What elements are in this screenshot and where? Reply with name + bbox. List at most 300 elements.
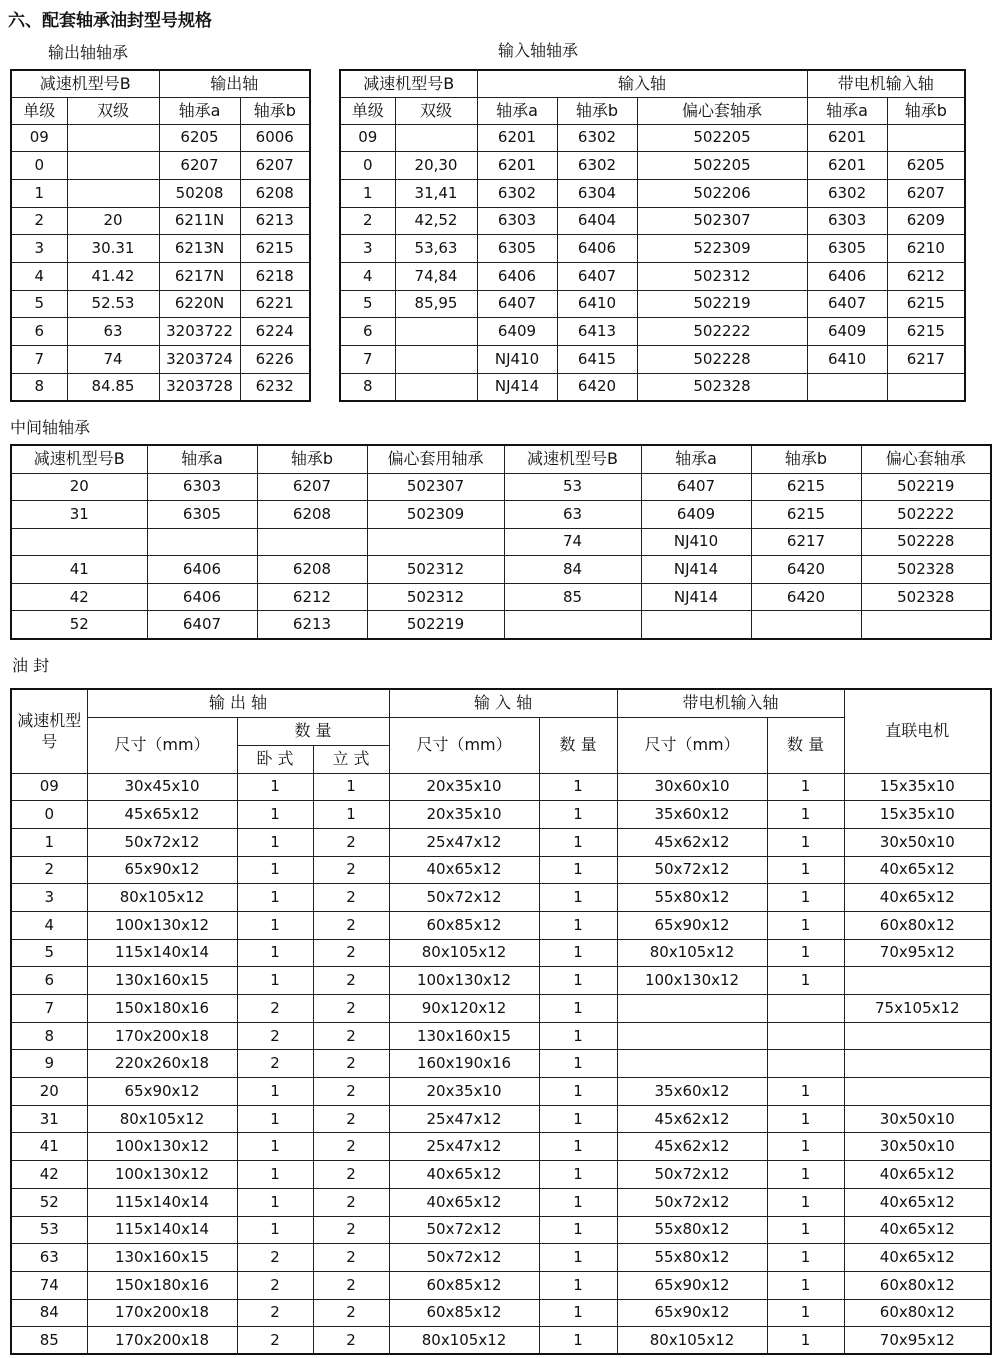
table-row [11, 207, 310, 235]
table-cell: 1 [539, 1216, 617, 1244]
table-cell: 502228 [637, 346, 807, 374]
table-cell: 65x90x12 [617, 911, 767, 939]
table-cell: 2 [313, 939, 389, 967]
table-cell: 3203728 [159, 373, 240, 401]
table-cell: 3203724 [159, 346, 240, 374]
table-cell: 25x47x12 [389, 1105, 539, 1133]
table-cell: 3 [11, 884, 87, 912]
table-cell: 1 [767, 911, 844, 939]
table-cell: 1 [237, 1188, 313, 1216]
table-row [11, 501, 991, 529]
table-cell: 1 [539, 1161, 617, 1189]
header-cell: 轴承a [641, 445, 751, 473]
table-cell: 6 [11, 318, 67, 346]
table-cell: 2 [237, 995, 313, 1023]
table-cell: 2 [313, 1105, 389, 1133]
table-cell [504, 611, 641, 639]
table-cell: 1 [539, 1105, 617, 1133]
oil-seal-caption: 油 封 [12, 656, 50, 675]
table-row [11, 995, 991, 1023]
table-cell: 8 [340, 373, 395, 401]
table-cell: 1 [539, 801, 617, 829]
table-cell: 42 [11, 583, 147, 611]
header-motor-input-shaft: 带电机输入轴 [807, 70, 965, 97]
table-cell: 6212 [887, 262, 965, 290]
table-cell: 6406 [147, 583, 257, 611]
table-cell: NJ410 [641, 528, 751, 556]
table-cell: 40x65x12 [844, 1244, 991, 1272]
table-cell: 41 [11, 556, 147, 584]
table-row [11, 1078, 991, 1106]
table-row [340, 290, 965, 318]
table-cell: 130x160x15 [87, 967, 237, 995]
table-cell: 60x85x12 [389, 1299, 539, 1327]
table-cell: 502312 [637, 262, 807, 290]
table-cell: 1 [11, 179, 67, 207]
middle-bearing-table [10, 444, 992, 640]
output-bearing-table [10, 69, 311, 402]
table-cell: 220x260x18 [87, 1050, 237, 1078]
table-cell: 6207 [159, 152, 240, 180]
table-cell: 115x140x14 [87, 1188, 237, 1216]
table-cell: 1 [767, 967, 844, 995]
table-cell: 1 [767, 1216, 844, 1244]
table-cell: 150x180x16 [87, 995, 237, 1023]
table-cell: 80x105x12 [389, 1327, 539, 1355]
table-cell: 6407 [477, 290, 557, 318]
table-cell: NJ414 [477, 373, 557, 401]
table-cell: 6409 [807, 318, 887, 346]
table-cell: 1 [237, 911, 313, 939]
table-cell: 1 [237, 1216, 313, 1244]
header-double: 双级 [395, 97, 477, 124]
table-cell: 41 [11, 1133, 87, 1161]
table-cell: 35x60x12 [617, 801, 767, 829]
header-motor-input-shaft: 带电机输入轴 [617, 689, 844, 717]
table-cell: 6208 [257, 556, 367, 584]
table-cell [767, 1022, 844, 1050]
table-row [11, 1299, 991, 1327]
table-cell: 0 [11, 152, 67, 180]
table-cell: 74 [11, 1271, 87, 1299]
table-cell: 63 [504, 501, 641, 529]
table-cell: NJ414 [641, 556, 751, 584]
table-cell: 2 [313, 1022, 389, 1050]
table-cell: 09 [11, 773, 87, 801]
table-cell: 6303 [147, 473, 257, 501]
page-title: 六、配套轴承油封型号规格 [8, 11, 212, 31]
table-cell: 1 [539, 967, 617, 995]
header-cell: 轴承b [257, 445, 367, 473]
table-row [340, 124, 965, 152]
table-cell: 522309 [637, 235, 807, 263]
table-cell: 502312 [367, 583, 504, 611]
table-cell: 1 [539, 1050, 617, 1078]
table-row [340, 318, 965, 346]
table-cell: 65x90x12 [617, 1299, 767, 1327]
table-row [11, 1216, 991, 1244]
table-cell: 6217N [159, 262, 240, 290]
table-cell [887, 124, 965, 152]
table-cell: 1 [237, 1078, 313, 1106]
table-cell: 42,52 [395, 207, 477, 235]
output-bearing-caption: 输出轴轴承 [48, 43, 129, 62]
table-row [340, 235, 965, 263]
header-input-shaft: 输 入 轴 [389, 689, 617, 717]
table-cell: 6207 [887, 179, 965, 207]
table-cell: 1 [237, 801, 313, 829]
table-cell: 502205 [637, 152, 807, 180]
table-cell: 09 [340, 124, 395, 152]
table-cell: 6209 [887, 207, 965, 235]
table-cell: 1 [539, 939, 617, 967]
table-row [11, 290, 310, 318]
table-cell: 52.53 [67, 290, 159, 318]
header-cell: 轴承b [751, 445, 861, 473]
table-cell: 1 [767, 939, 844, 967]
table-cell: 6413 [557, 318, 637, 346]
table-cell: 1 [539, 1244, 617, 1272]
table-cell: 1 [11, 828, 87, 856]
table-cell [887, 373, 965, 401]
table-cell: 31 [11, 1105, 87, 1133]
table-cell: 50x72x12 [617, 1161, 767, 1189]
middle-bearing-caption: 中间轴轴承 [10, 418, 91, 437]
table-cell: 6217 [887, 346, 965, 374]
table-row [11, 828, 991, 856]
table-row [11, 1188, 991, 1216]
table-cell: 40x65x12 [389, 856, 539, 884]
table-cell: 74,84 [395, 262, 477, 290]
table-cell: 6420 [557, 373, 637, 401]
header-motor-bearing-a: 轴承a [807, 97, 887, 124]
table-cell: 7 [11, 995, 87, 1023]
table-cell [395, 346, 477, 374]
table-cell: 1 [767, 801, 844, 829]
table-row [340, 179, 965, 207]
table-cell: 6407 [641, 473, 751, 501]
table-cell: 80x105x12 [617, 939, 767, 967]
table-cell: 60x85x12 [389, 911, 539, 939]
table-cell: 63 [67, 318, 159, 346]
table-cell: 40x65x12 [844, 856, 991, 884]
table-cell: 2 [313, 1161, 389, 1189]
table-cell [395, 318, 477, 346]
table-cell: 70x95x12 [844, 1327, 991, 1355]
table-row [11, 152, 310, 180]
table-cell [641, 611, 751, 639]
table-cell: 502205 [637, 124, 807, 152]
table-cell [67, 124, 159, 152]
table-cell: 70x95x12 [844, 939, 991, 967]
table-cell: 42 [11, 1161, 87, 1189]
table-cell: 6302 [477, 179, 557, 207]
table-cell: 1 [767, 828, 844, 856]
table-cell: 31,41 [395, 179, 477, 207]
table-cell: 502328 [861, 583, 991, 611]
table-cell: 1 [767, 1327, 844, 1355]
table-cell: 6215 [751, 501, 861, 529]
table-cell: 6215 [751, 473, 861, 501]
table-cell: 1 [237, 828, 313, 856]
table-cell: 52 [11, 611, 147, 639]
header-single: 单级 [11, 97, 67, 124]
table-cell: 6212 [257, 583, 367, 611]
table-cell: 502328 [861, 556, 991, 584]
table-cell: 2 [313, 1299, 389, 1327]
table-row [11, 556, 991, 584]
header-cell: 偏心套轴承 [861, 445, 991, 473]
header-bearing-a: 轴承a [477, 97, 557, 124]
table-cell [861, 611, 991, 639]
table-cell: 502328 [637, 373, 807, 401]
table-cell: 74 [504, 528, 641, 556]
table-cell: 6207 [240, 152, 310, 180]
table-cell: 65x90x12 [87, 1078, 237, 1106]
table-cell [767, 1050, 844, 1078]
table-cell: 75x105x12 [844, 995, 991, 1023]
table-cell: 6406 [807, 262, 887, 290]
table-cell [11, 528, 147, 556]
table-cell: 6215 [240, 235, 310, 263]
table-cell: 6305 [807, 235, 887, 263]
table-cell: 6303 [807, 207, 887, 235]
header-output-size: 尺寸（mm） [87, 717, 237, 773]
header-vertical: 立 式 [313, 745, 389, 773]
table-row [11, 939, 991, 967]
table-cell: 100x130x12 [87, 1161, 237, 1189]
table-cell: 1 [237, 967, 313, 995]
table-cell: 4 [11, 911, 87, 939]
table-cell: 1 [539, 1133, 617, 1161]
table-cell: 1 [313, 773, 389, 801]
table-cell: 2 [340, 207, 395, 235]
table-cell: 1 [767, 1299, 844, 1327]
table-cell: 20x35x10 [389, 801, 539, 829]
table-cell: 63 [11, 1244, 87, 1272]
table-cell: 2 [237, 1271, 313, 1299]
table-cell: 2 [313, 884, 389, 912]
table-cell: 115x140x14 [87, 1216, 237, 1244]
table-cell: 15x35x10 [844, 801, 991, 829]
table-cell: 6211N [159, 207, 240, 235]
table-cell: 5 [11, 939, 87, 967]
table-cell: 1 [313, 801, 389, 829]
table-cell [767, 995, 844, 1023]
table-cell: 30x50x10 [844, 828, 991, 856]
table-cell: 1 [539, 1299, 617, 1327]
table-cell: 6407 [557, 262, 637, 290]
table-cell: 80x105x12 [617, 1327, 767, 1355]
table-cell: 84.85 [67, 373, 159, 401]
table-cell: 1 [539, 1271, 617, 1299]
table-cell: 55x80x12 [617, 1244, 767, 1272]
input-bearing-table [339, 69, 966, 402]
table-cell: 53 [504, 473, 641, 501]
table-cell: 6205 [159, 124, 240, 152]
table-cell: 20 [11, 1078, 87, 1106]
table-row [11, 1327, 991, 1355]
input-bearing-caption: 输入轴轴承 [498, 41, 579, 60]
table-cell: 6407 [807, 290, 887, 318]
table-cell: 8 [11, 1022, 87, 1050]
table-cell: 6207 [257, 473, 367, 501]
header-cell: 减速机型号B [11, 445, 147, 473]
table-row [11, 856, 991, 884]
table-cell: 1 [237, 773, 313, 801]
table-cell: 0 [340, 152, 395, 180]
table-cell: 6208 [257, 501, 367, 529]
table-cell: 6404 [557, 207, 637, 235]
table-cell: 6205 [887, 152, 965, 180]
table-cell: 1 [237, 1133, 313, 1161]
table-cell: 2 [11, 856, 87, 884]
table-cell: 7 [340, 346, 395, 374]
table-cell: 1 [539, 884, 617, 912]
table-cell: 1 [539, 856, 617, 884]
table-cell: 6420 [751, 556, 861, 584]
table-cell: 502228 [861, 528, 991, 556]
header-bearing-a: 轴承a [159, 97, 240, 124]
table-row [11, 346, 310, 374]
table-cell: 1 [539, 773, 617, 801]
table-cell: 6406 [147, 556, 257, 584]
table-cell: 170x200x18 [87, 1327, 237, 1355]
table-cell: 6407 [147, 611, 257, 639]
table-cell: 6305 [477, 235, 557, 263]
table-cell: 6215 [887, 290, 965, 318]
table-cell: 6213 [240, 207, 310, 235]
table-cell: 160x190x16 [389, 1050, 539, 1078]
header-model: 减速机型号B [340, 70, 477, 97]
table-row [11, 1271, 991, 1299]
table-cell: 1 [767, 1105, 844, 1133]
table-cell: 6218 [240, 262, 310, 290]
table-cell: 3 [11, 235, 67, 263]
table-cell: 2 [237, 1327, 313, 1355]
table-cell: 1 [767, 773, 844, 801]
table-cell: 8 [11, 373, 67, 401]
table-cell: 502219 [637, 290, 807, 318]
table-cell: 502309 [367, 501, 504, 529]
header-cell: 轴承a [147, 445, 257, 473]
table-row [11, 1161, 991, 1189]
table-cell: 40x65x12 [389, 1188, 539, 1216]
table-cell: 1 [539, 995, 617, 1023]
table-cell: 6201 [807, 152, 887, 180]
table-cell: 2 [313, 1050, 389, 1078]
table-cell: 2 [313, 1188, 389, 1216]
table-cell: 84 [11, 1299, 87, 1327]
table-cell [395, 124, 477, 152]
table-cell: 2 [313, 1133, 389, 1161]
table-cell: 30x60x10 [617, 773, 767, 801]
table-row [11, 473, 991, 501]
table-cell: 5 [340, 290, 395, 318]
header-motor-bearing-b: 轴承b [887, 97, 965, 124]
table-cell: 2 [237, 1050, 313, 1078]
table-cell [844, 1022, 991, 1050]
table-cell: 50x72x12 [617, 856, 767, 884]
table-cell: 45x65x12 [87, 801, 237, 829]
table-cell: 502219 [367, 611, 504, 639]
table-cell: 130x160x15 [87, 1244, 237, 1272]
table-cell: 6409 [477, 318, 557, 346]
table-cell: 80x105x12 [389, 939, 539, 967]
table-cell: 6303 [477, 207, 557, 235]
header-output-shaft: 输 出 轴 [87, 689, 389, 717]
table-cell: 40x65x12 [844, 884, 991, 912]
table-cell: 1 [539, 1078, 617, 1106]
oil-seal-table [10, 688, 992, 1355]
table-cell: 2 [313, 1244, 389, 1272]
table-row [11, 124, 310, 152]
table-cell [751, 611, 861, 639]
table-row [11, 318, 310, 346]
table-cell: 7 [11, 346, 67, 374]
table-cell: 6213 [257, 611, 367, 639]
table-row [11, 262, 310, 290]
table-cell: 1 [767, 1133, 844, 1161]
table-cell: 50208 [159, 179, 240, 207]
table-cell: 85 [11, 1327, 87, 1355]
table-cell [844, 1078, 991, 1106]
table-cell: 2 [313, 1216, 389, 1244]
table-cell: 2 [237, 1022, 313, 1050]
header-input-shaft: 输入轴 [477, 70, 807, 97]
table-cell: 6305 [147, 501, 257, 529]
table-cell: 2 [237, 1299, 313, 1327]
table-cell: 50x72x12 [617, 1188, 767, 1216]
table-cell: 65x90x12 [87, 856, 237, 884]
table-cell: NJ410 [477, 346, 557, 374]
table-cell: 170x200x18 [87, 1022, 237, 1050]
table-cell: 20 [11, 473, 147, 501]
table-cell: 6415 [557, 346, 637, 374]
table-row [11, 773, 991, 801]
table-cell: 6201 [477, 152, 557, 180]
table-cell: NJ414 [641, 583, 751, 611]
table-cell: 100x130x12 [87, 1133, 237, 1161]
table-cell: 6220N [159, 290, 240, 318]
header-output-shaft: 输出轴 [159, 70, 310, 97]
header-direct-motor: 直联电机 [844, 689, 991, 773]
table-cell: 1 [237, 884, 313, 912]
header-output-qty: 数 量 [237, 717, 389, 745]
table-cell [257, 528, 367, 556]
table-cell: 130x160x15 [389, 1022, 539, 1050]
table-cell: 35x60x12 [617, 1078, 767, 1106]
table-cell: 25x47x12 [389, 1133, 539, 1161]
table-cell: 45x62x12 [617, 828, 767, 856]
table-cell: 20x35x10 [389, 1078, 539, 1106]
table-cell: 6410 [557, 290, 637, 318]
table-cell: 2 [313, 1271, 389, 1299]
table-cell: 50x72x12 [389, 884, 539, 912]
table-cell: 6226 [240, 346, 310, 374]
table-cell: 6 [340, 318, 395, 346]
table-cell: 1 [767, 1244, 844, 1272]
table-cell: 53 [11, 1216, 87, 1244]
table-row [11, 1133, 991, 1161]
table-cell: 6201 [807, 124, 887, 152]
table-cell: 502307 [637, 207, 807, 235]
table-cell: 60x85x12 [389, 1271, 539, 1299]
table-cell: 1 [237, 856, 313, 884]
header-input-size: 尺寸（mm） [389, 717, 539, 773]
table-cell: 6 [11, 967, 87, 995]
table-cell: 60x80x12 [844, 911, 991, 939]
